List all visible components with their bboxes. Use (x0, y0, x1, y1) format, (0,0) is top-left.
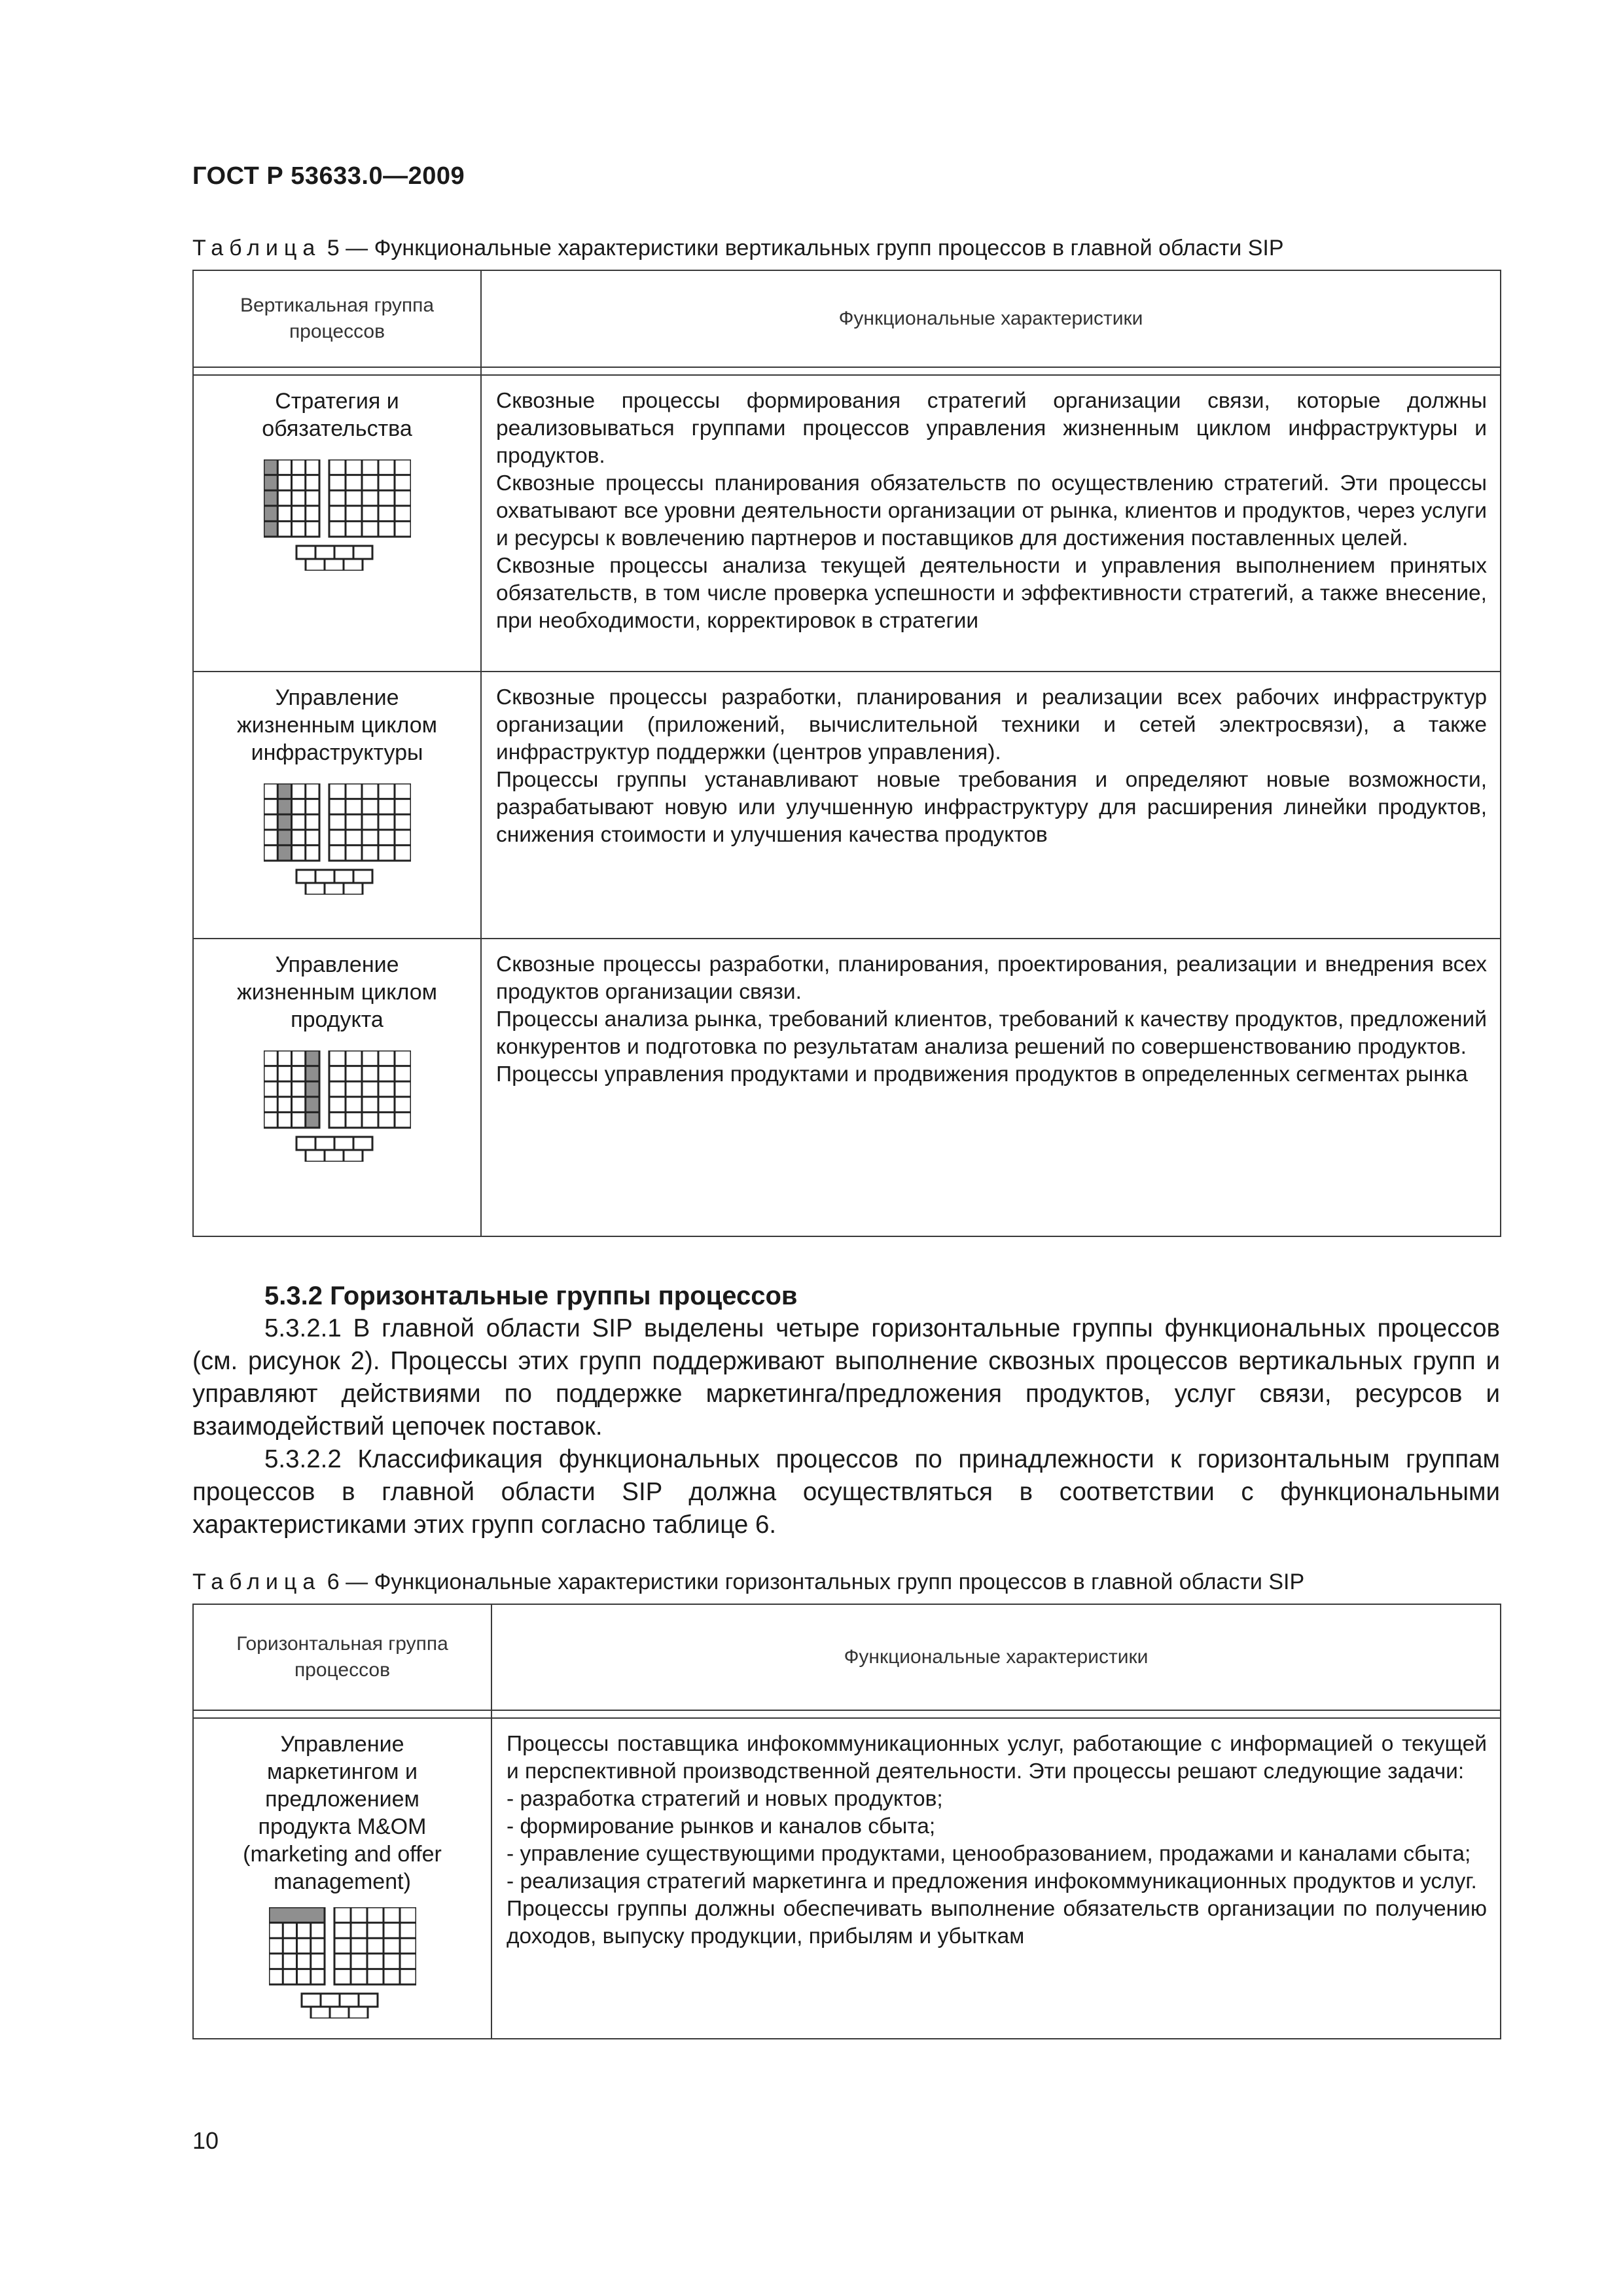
paragraph: Сквозные процессы разработки, планирования и реализации всех рабочих инфраструктур организации (приложений, вычислительной техники и сетей электросвязи), а также инфраструктур поддержки (центров управления). (496, 685, 1487, 764)
table-row (193, 1718, 1501, 2039)
list-item: - разработка стратегий и новых продуктов; (507, 1787, 943, 1811)
list-item: - формирование рынков и каналов сбыта; (507, 1814, 936, 1839)
table6 (192, 1604, 1501, 2039)
infrastructure-diagram-icon (264, 783, 411, 895)
table5-caption-word: Таблица (192, 236, 321, 260)
table5-header-characteristics: Функциональные характеристики (481, 270, 1501, 367)
marketing-diagram-icon (269, 1907, 416, 2018)
paragraph: Процессы группы должны обеспечивать выполнение обязательств организации по получению доходов, выпуску продукции, прибылям и убыткам (507, 1897, 1487, 1948)
table6-header-characteristics: Функциональные характеристики (491, 1604, 1501, 1710)
list-item: - реализация стратегий маркетинга и предложения инфокоммуникационных продуктов и услуг. (507, 1869, 1477, 1893)
paragraph: Процессы группы устанавливают новые требования и определяют новые возможности, разрабатывают новую или улучшенную инфраструктуру для расширения линейки продуктов, снижения стоимости и улучшения качества продуктов (496, 768, 1487, 847)
table5-header-group: Вертикальная группа процессов (193, 270, 481, 367)
paragraph-5-3-2-1: 5.3.2.1 В главной области SIP выделены четыре горизонтальные группы функциональных процессов (см. рисунок 2). Процессы этих групп поддерживают выполнение сквозных процессов вертикальных групп и управляют действиями по поддержке маркетинга/предложения продуктов, услуг связи, ресурсов и взаимодействий цепочек поставок. (192, 1314, 1500, 1441)
paragraph-5-3-2-2: 5.3.2.2 Классификация функциональных процессов по принадлежности к горизонтальным группам процессов в главной области SIP должна осуществляться в соответствии с функциональными характеристиками этих групп согласно таблице 6. (192, 1445, 1500, 1539)
paragraph: Процессы анализа рынка, требований клиентов, требований к качеству продуктов, предложений конкурентов и подготовка по результатам анализа решений по совершенствованию продуктов. (496, 1007, 1487, 1059)
paragraph: Сквозные процессы формирования стратегий организации связи, которые должны реализовываться группами процессов управления жизненным циклом инфраструктуры и продуктов. (496, 389, 1487, 468)
table6-caption-text: 6 — Функциональные характеристики горизонтальных групп процессов в главной области SIP (327, 1570, 1305, 1594)
group-name: Управление жизненным циклом продукта (236, 952, 438, 1032)
table-row (193, 672, 1501, 939)
table-cell-characteristics (481, 375, 1501, 672)
group-name: Стратегия и обязательства (262, 389, 412, 441)
table-row (193, 939, 1501, 1236)
document-code: ГОСТ Р 53633.0—2009 (192, 162, 465, 190)
table-cell-characteristics (481, 672, 1501, 939)
paragraph: Сквозные процессы планирования обязательств по осуществлению стратегий. Эти процессы охватывают все уровни деятельности организации от рынка, клиентов и продуктов, через услуги и ресурсы к вовлечению партнеров и поставщиков для достижения поставленных целей. (496, 471, 1487, 550)
paragraph: Сквозные процессы анализа текущей деятельности и управления выполнением принятых обязательств, в том числе проверка успешности и эффективности стратегий, а также внесение, при необходимости, корректировок в стратегии (496, 554, 1487, 633)
table5-caption-text: 5 — Функциональные характеристики вертикальных групп процессов в главной области SIP (327, 236, 1284, 260)
paragraph: Процессы управления продуктами и продвижения продуктов в определенных сегментах рынка (496, 1062, 1468, 1086)
product-diagram-icon (264, 1050, 411, 1162)
list-item: - управление существующими продуктами, ценообразованием, продажами и каналами сбыта; (507, 1842, 1471, 1866)
table-row (193, 375, 1501, 672)
table5 (192, 270, 1501, 1237)
table-cell-characteristics (491, 1718, 1501, 2039)
paragraph: Сквозные процессы разработки, планирования, проектирования, реализации и внедрения всех продуктов организации связи. (496, 952, 1487, 1004)
table6-caption (192, 1570, 1304, 1595)
section-title: 5.3.2 Горизонтальные группы процессов (264, 1282, 798, 1310)
page-number: 10 (192, 2127, 219, 2154)
table-cell-group (193, 672, 481, 939)
table6-header-group: Горизонтальная группа процессов (193, 1604, 491, 1710)
table6-caption-word: Таблица (192, 1570, 321, 1594)
strategy-diagram-icon (264, 459, 411, 571)
table-cell-group (193, 1718, 491, 2039)
table-cell-group (193, 939, 481, 1236)
table-cell-characteristics (481, 939, 1501, 1236)
table5-caption (192, 236, 1284, 261)
group-name: Управление маркетингом и предложением продукта M&OM (marketing and offer management) (243, 1732, 442, 1894)
paragraph: Процессы поставщика инфокоммуникационных услуг, работающие с информацией о текущей и перспективной производственной деятельности. Эти процессы решают следующие задачи: (507, 1732, 1487, 1784)
group-name: Управление жизненным циклом инфраструктуры (236, 685, 438, 765)
table-cell-group (193, 375, 481, 672)
